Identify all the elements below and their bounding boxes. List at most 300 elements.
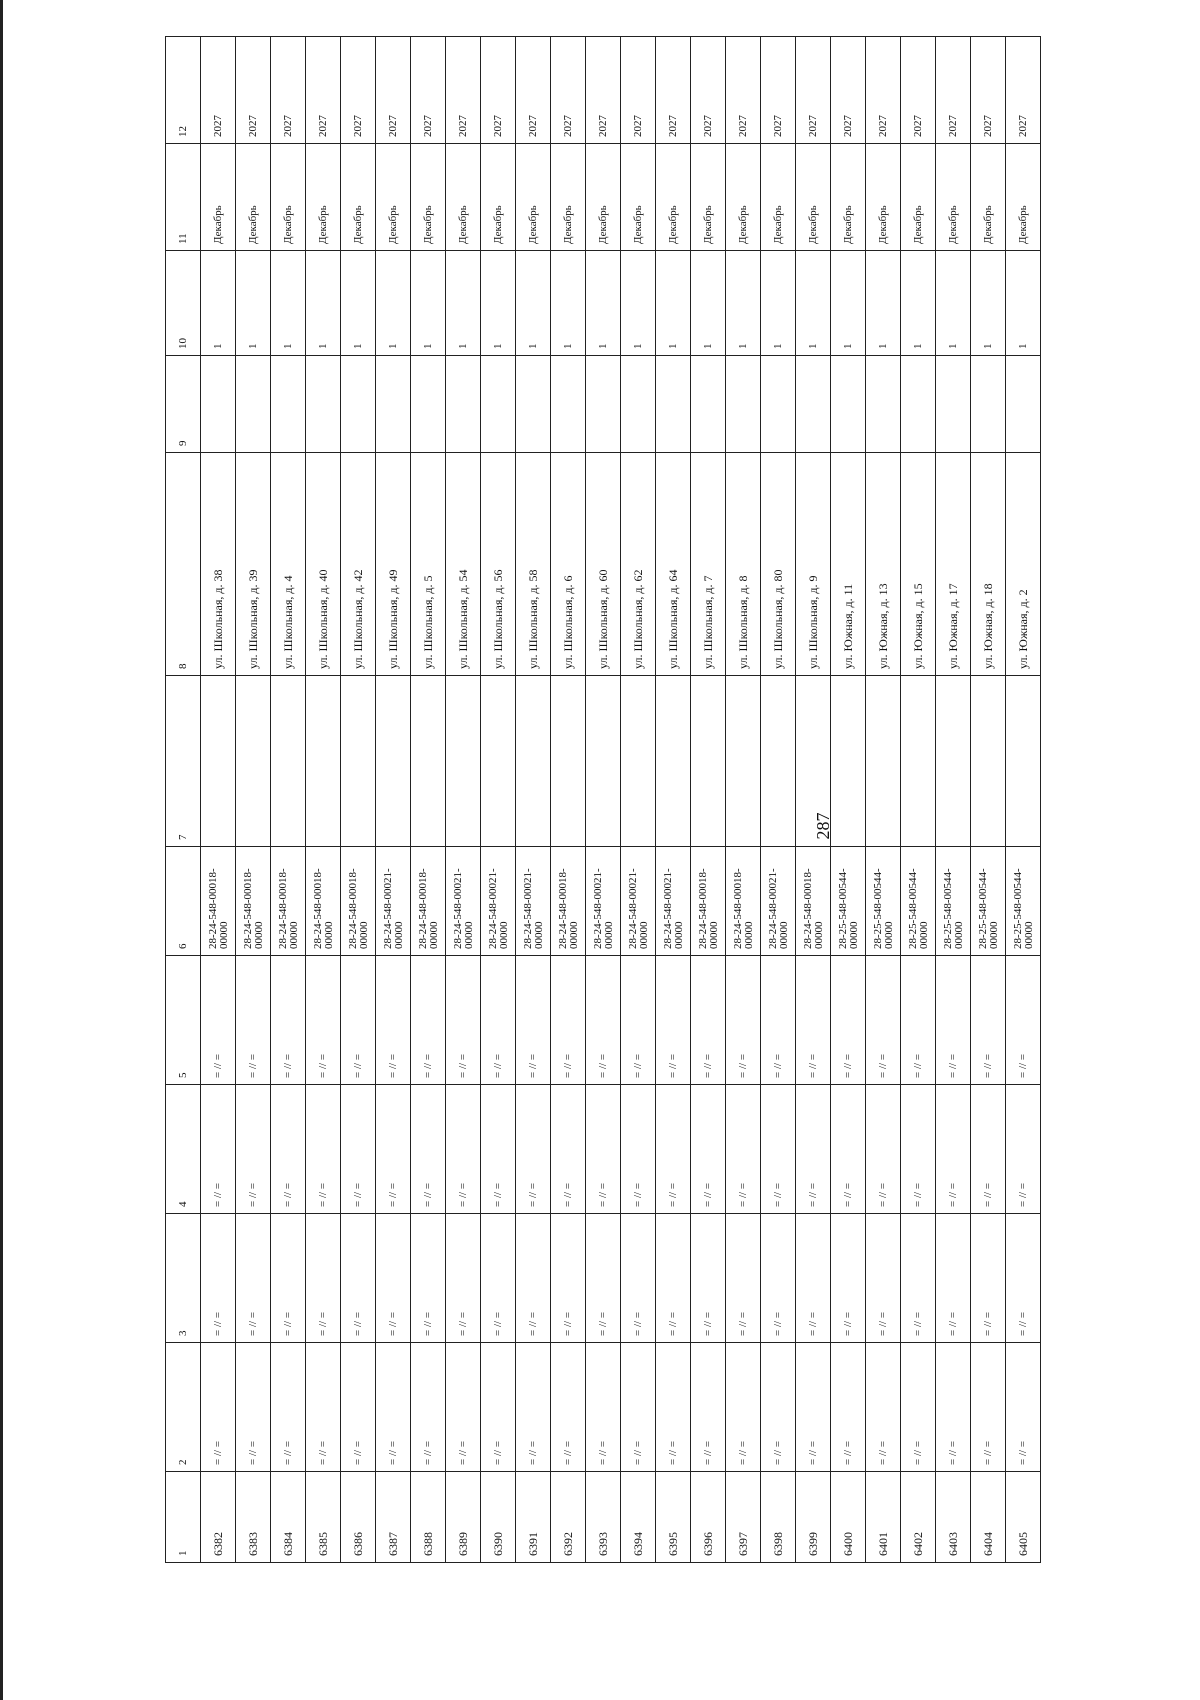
ditto-cell: = // = bbox=[376, 1085, 411, 1214]
ditto-cell: = // = bbox=[621, 1343, 656, 1472]
row-number-cell: 6391 bbox=[516, 1472, 551, 1563]
month-cell: Декабрь bbox=[1006, 144, 1041, 251]
ditto-cell: = // = bbox=[446, 1214, 481, 1343]
oktmo-code-cell: 28-24-548-00018-00000 bbox=[306, 847, 341, 956]
row-number-cell: 6394 bbox=[621, 1472, 656, 1563]
ditto-cell: = // = bbox=[341, 1085, 376, 1214]
ditto-cell: = // = bbox=[411, 956, 446, 1085]
ditto-cell: = // = bbox=[551, 956, 586, 1085]
count-cell: 1 bbox=[516, 251, 551, 356]
ditto-cell: = // = bbox=[936, 956, 971, 1085]
ditto-cell: = // = bbox=[481, 1214, 516, 1343]
oktmo-code-cell: 28-24-548-00021-00000 bbox=[761, 847, 796, 956]
row-number-cell: 6402 bbox=[901, 1472, 936, 1563]
empty-cell bbox=[831, 356, 866, 453]
ditto-cell: = // = bbox=[586, 1343, 621, 1472]
empty-cell bbox=[796, 676, 831, 847]
year-cell: 2027 bbox=[376, 37, 411, 144]
row-number-cell: 6388 bbox=[411, 1472, 446, 1563]
empty-cell bbox=[586, 676, 621, 847]
table-row bbox=[481, 37, 516, 1563]
ditto-cell: = // = bbox=[271, 1214, 306, 1343]
column-header: 9 bbox=[166, 356, 201, 453]
empty-cell bbox=[551, 676, 586, 847]
ditto-cell: = // = bbox=[271, 956, 306, 1085]
ditto-cell: = // = bbox=[761, 1343, 796, 1472]
month-cell: Декабрь bbox=[446, 144, 481, 251]
empty-cell bbox=[691, 356, 726, 453]
empty-cell bbox=[1006, 356, 1041, 453]
column-header: 8 bbox=[166, 453, 201, 676]
empty-cell bbox=[936, 356, 971, 453]
column-header: 1 bbox=[166, 1472, 201, 1563]
ditto-cell: = // = bbox=[341, 1343, 376, 1472]
address-cell: ул. Школьная, д. 56 bbox=[481, 453, 516, 676]
ditto-cell: = // = bbox=[726, 1085, 761, 1214]
empty-cell bbox=[656, 356, 691, 453]
oktmo-code-cell: 28-24-548-00021-00000 bbox=[481, 847, 516, 956]
column-header: 7 bbox=[166, 676, 201, 847]
table-row bbox=[621, 37, 656, 1563]
year-cell: 2027 bbox=[411, 37, 446, 144]
empty-cell bbox=[901, 676, 936, 847]
address-cell: ул. Южная, д. 17 bbox=[936, 453, 971, 676]
table-row bbox=[516, 37, 551, 1563]
ditto-cell: = // = bbox=[236, 1343, 271, 1472]
address-cell: ул. Школьная, д. 62 bbox=[621, 453, 656, 676]
ditto-cell: = // = bbox=[761, 1214, 796, 1343]
ditto-cell: = // = bbox=[621, 956, 656, 1085]
year-cell: 2027 bbox=[796, 37, 831, 144]
ditto-cell: = // = bbox=[516, 1214, 551, 1343]
empty-cell bbox=[376, 356, 411, 453]
table-body bbox=[201, 37, 1041, 1563]
oktmo-code-cell: 28-25-548-00544-00000 bbox=[901, 847, 936, 956]
year-cell: 2027 bbox=[621, 37, 656, 144]
ditto-cell: = // = bbox=[866, 1343, 901, 1472]
ditto-cell: = // = bbox=[971, 1343, 1006, 1472]
address-cell: ул. Школьная, д. 60 bbox=[586, 453, 621, 676]
empty-cell bbox=[901, 356, 936, 453]
ditto-cell: = // = bbox=[901, 1085, 936, 1214]
register-table-container bbox=[165, 115, 1035, 1563]
row-number-cell: 6405 bbox=[1006, 1472, 1041, 1563]
oktmo-code-cell: 28-25-548-00544-00000 bbox=[971, 847, 1006, 956]
row-number-cell: 6389 bbox=[446, 1472, 481, 1563]
month-cell: Декабрь bbox=[306, 144, 341, 251]
empty-cell bbox=[621, 676, 656, 847]
oktmo-code-cell: 28-24-548-00018-00000 bbox=[201, 847, 236, 956]
oktmo-code-cell: 28-24-548-00021-00000 bbox=[621, 847, 656, 956]
table-row bbox=[586, 37, 621, 1563]
ditto-cell: = // = bbox=[796, 1085, 831, 1214]
scan-left-edge bbox=[0, 0, 3, 1700]
ditto-cell: = // = bbox=[726, 1343, 761, 1472]
empty-cell bbox=[376, 676, 411, 847]
ditto-cell: = // = bbox=[691, 956, 726, 1085]
empty-cell bbox=[691, 676, 726, 847]
ditto-cell: = // = bbox=[1006, 1214, 1041, 1343]
ditto-cell: = // = bbox=[901, 956, 936, 1085]
ditto-cell: = // = bbox=[971, 1085, 1006, 1214]
month-cell: Декабрь bbox=[621, 144, 656, 251]
month-cell: Декабрь bbox=[271, 144, 306, 251]
table-row bbox=[971, 37, 1006, 1563]
empty-cell bbox=[1006, 676, 1041, 847]
year-cell: 2027 bbox=[656, 37, 691, 144]
month-cell: Декабрь bbox=[411, 144, 446, 251]
count-cell: 1 bbox=[1006, 251, 1041, 356]
count-cell: 1 bbox=[201, 251, 236, 356]
month-cell: Декабрь bbox=[376, 144, 411, 251]
year-cell: 2027 bbox=[971, 37, 1006, 144]
ditto-cell: = // = bbox=[1006, 956, 1041, 1085]
ditto-cell: = // = bbox=[201, 956, 236, 1085]
address-cell: ул. Школьная, д. 54 bbox=[446, 453, 481, 676]
table-row bbox=[761, 37, 796, 1563]
year-cell: 2027 bbox=[551, 37, 586, 144]
month-cell: Декабрь bbox=[761, 144, 796, 251]
month-cell: Декабрь bbox=[551, 144, 586, 251]
ditto-cell: = // = bbox=[411, 1214, 446, 1343]
address-cell: ул. Школьная, д. 6 bbox=[551, 453, 586, 676]
table-header-row bbox=[166, 37, 201, 1563]
oktmo-code-cell: 28-24-548-00021-00000 bbox=[516, 847, 551, 956]
row-number-cell: 6382 bbox=[201, 1472, 236, 1563]
row-number-cell: 6398 bbox=[761, 1472, 796, 1563]
ditto-cell: = // = bbox=[971, 956, 1006, 1085]
oktmo-code-cell: 28-24-548-00018-00000 bbox=[691, 847, 726, 956]
empty-cell bbox=[271, 676, 306, 847]
row-number-cell: 6383 bbox=[236, 1472, 271, 1563]
ditto-cell: = // = bbox=[481, 956, 516, 1085]
oktmo-code-cell: 28-24-548-00021-00000 bbox=[656, 847, 691, 956]
month-cell: Декабрь bbox=[726, 144, 761, 251]
table-row bbox=[306, 37, 341, 1563]
empty-cell bbox=[411, 356, 446, 453]
ditto-cell: = // = bbox=[796, 956, 831, 1085]
month-cell: Декабрь bbox=[691, 144, 726, 251]
empty-cell bbox=[201, 356, 236, 453]
ditto-cell: = // = bbox=[306, 1343, 341, 1472]
ditto-cell: = // = bbox=[831, 956, 866, 1085]
address-cell: ул. Южная, д. 15 bbox=[901, 453, 936, 676]
row-number-cell: 6393 bbox=[586, 1472, 621, 1563]
ditto-cell: = // = bbox=[726, 1214, 761, 1343]
ditto-cell: = // = bbox=[376, 1214, 411, 1343]
oktmo-code-cell: 28-24-548-00021-00000 bbox=[586, 847, 621, 956]
empty-cell bbox=[726, 676, 761, 847]
address-cell: ул. Школьная, д. 7 bbox=[691, 453, 726, 676]
ditto-cell: = // = bbox=[621, 1214, 656, 1343]
column-header: 10 bbox=[166, 251, 201, 356]
row-number-cell: 6403 bbox=[936, 1472, 971, 1563]
month-cell: Декабрь bbox=[236, 144, 271, 251]
month-cell: Декабрь bbox=[516, 144, 551, 251]
address-cell: ул. Южная, д. 18 bbox=[971, 453, 1006, 676]
table-row bbox=[866, 37, 901, 1563]
address-cell: ул. Школьная, д. 5 bbox=[411, 453, 446, 676]
oktmo-code-cell: 28-25-548-00544-00000 bbox=[1006, 847, 1041, 956]
ditto-cell: = // = bbox=[831, 1343, 866, 1472]
year-cell: 2027 bbox=[691, 37, 726, 144]
year-cell: 2027 bbox=[516, 37, 551, 144]
empty-cell bbox=[341, 356, 376, 453]
column-header: 5 bbox=[166, 956, 201, 1085]
empty-cell bbox=[866, 356, 901, 453]
empty-cell bbox=[411, 676, 446, 847]
empty-cell bbox=[621, 356, 656, 453]
month-cell: Декабрь bbox=[341, 144, 376, 251]
table-row bbox=[341, 37, 376, 1563]
count-cell: 1 bbox=[446, 251, 481, 356]
empty-cell bbox=[516, 676, 551, 847]
table-row bbox=[726, 37, 761, 1563]
ditto-cell: = // = bbox=[936, 1085, 971, 1214]
empty-cell bbox=[481, 676, 516, 847]
count-cell: 1 bbox=[411, 251, 446, 356]
month-cell: Декабрь bbox=[936, 144, 971, 251]
month-cell: Декабрь bbox=[971, 144, 1006, 251]
ditto-cell: = // = bbox=[866, 1085, 901, 1214]
ditto-cell: = // = bbox=[551, 1214, 586, 1343]
ditto-cell: = // = bbox=[236, 1214, 271, 1343]
ditto-cell: = // = bbox=[271, 1343, 306, 1472]
count-cell: 1 bbox=[306, 251, 341, 356]
empty-cell bbox=[971, 356, 1006, 453]
count-cell: 1 bbox=[341, 251, 376, 356]
ditto-cell: = // = bbox=[481, 1343, 516, 1472]
table-row bbox=[236, 37, 271, 1563]
year-cell: 2027 bbox=[271, 37, 306, 144]
ditto-cell: = // = bbox=[761, 956, 796, 1085]
oktmo-code-cell: 28-24-548-00018-00000 bbox=[796, 847, 831, 956]
ditto-cell: = // = bbox=[411, 1343, 446, 1472]
address-cell: ул. Школьная, д. 64 bbox=[656, 453, 691, 676]
month-cell: Декабрь bbox=[866, 144, 901, 251]
ditto-cell: = // = bbox=[936, 1214, 971, 1343]
oktmo-code-cell: 28-24-548-00018-00000 bbox=[726, 847, 761, 956]
month-cell: Декабрь bbox=[481, 144, 516, 251]
count-cell: 1 bbox=[691, 251, 726, 356]
year-cell: 2027 bbox=[201, 37, 236, 144]
ditto-cell: = // = bbox=[1006, 1085, 1041, 1214]
ditto-cell: = // = bbox=[586, 1085, 621, 1214]
ditto-cell: = // = bbox=[481, 1085, 516, 1214]
column-header: 3 bbox=[166, 1214, 201, 1343]
year-cell: 2027 bbox=[1006, 37, 1041, 144]
oktmo-code-cell: 28-24-548-00018-00000 bbox=[411, 847, 446, 956]
address-cell: ул. Школьная, д. 8 bbox=[726, 453, 761, 676]
year-cell: 2027 bbox=[866, 37, 901, 144]
row-number-cell: 6385 bbox=[306, 1472, 341, 1563]
ditto-cell: = // = bbox=[236, 956, 271, 1085]
ditto-cell: = // = bbox=[516, 956, 551, 1085]
count-cell: 1 bbox=[761, 251, 796, 356]
ditto-cell: = // = bbox=[796, 1214, 831, 1343]
empty-cell bbox=[656, 676, 691, 847]
month-cell: Декабрь bbox=[656, 144, 691, 251]
year-cell: 2027 bbox=[481, 37, 516, 144]
ditto-cell: = // = bbox=[691, 1343, 726, 1472]
empty-cell bbox=[796, 356, 831, 453]
ditto-cell: = // = bbox=[551, 1343, 586, 1472]
ditto-cell: = // = bbox=[586, 1214, 621, 1343]
ditto-cell: = // = bbox=[306, 1085, 341, 1214]
ditto-cell: = // = bbox=[516, 1343, 551, 1472]
year-cell: 2027 bbox=[341, 37, 376, 144]
ditto-cell: = // = bbox=[621, 1085, 656, 1214]
empty-cell bbox=[866, 676, 901, 847]
year-cell: 2027 bbox=[306, 37, 341, 144]
year-cell: 2027 bbox=[901, 37, 936, 144]
table-row bbox=[551, 37, 586, 1563]
address-cell: ул. Школьная, д. 40 bbox=[306, 453, 341, 676]
count-cell: 1 bbox=[481, 251, 516, 356]
oktmo-code-cell: 28-25-548-00544-00000 bbox=[831, 847, 866, 956]
table-row bbox=[831, 37, 866, 1563]
row-number-cell: 6384 bbox=[271, 1472, 306, 1563]
ditto-cell: = // = bbox=[656, 1085, 691, 1214]
address-cell: ул. Школьная, д. 4 bbox=[271, 453, 306, 676]
count-cell: 1 bbox=[271, 251, 306, 356]
year-cell: 2027 bbox=[761, 37, 796, 144]
year-cell: 2027 bbox=[831, 37, 866, 144]
empty-cell bbox=[516, 356, 551, 453]
table-row bbox=[271, 37, 306, 1563]
ditto-cell: = // = bbox=[656, 1214, 691, 1343]
count-cell: 1 bbox=[796, 251, 831, 356]
oktmo-code-cell: 28-24-548-00018-00000 bbox=[271, 847, 306, 956]
year-cell: 2027 bbox=[936, 37, 971, 144]
year-cell: 2027 bbox=[586, 37, 621, 144]
empty-cell bbox=[971, 676, 1006, 847]
ditto-cell: = // = bbox=[201, 1343, 236, 1472]
empty-cell bbox=[236, 356, 271, 453]
row-number-cell: 6400 bbox=[831, 1472, 866, 1563]
row-number-cell: 6401 bbox=[866, 1472, 901, 1563]
oktmo-code-cell: 28-24-548-00018-00000 bbox=[341, 847, 376, 956]
address-cell: ул. Школьная, д. 9 bbox=[796, 453, 831, 676]
empty-cell bbox=[481, 356, 516, 453]
ditto-cell: = // = bbox=[376, 1343, 411, 1472]
count-cell: 1 bbox=[376, 251, 411, 356]
table-row bbox=[376, 37, 411, 1563]
month-cell: Декабрь bbox=[831, 144, 866, 251]
year-cell: 2027 bbox=[236, 37, 271, 144]
column-header: 4 bbox=[166, 1085, 201, 1214]
empty-cell bbox=[201, 676, 236, 847]
row-number-cell: 6386 bbox=[341, 1472, 376, 1563]
ditto-cell: = // = bbox=[271, 1085, 306, 1214]
page-number: 287 bbox=[813, 812, 833, 840]
month-cell: Декабрь bbox=[796, 144, 831, 251]
count-cell: 1 bbox=[551, 251, 586, 356]
ditto-cell: = // = bbox=[796, 1343, 831, 1472]
oktmo-code-cell: 28-24-548-00021-00000 bbox=[446, 847, 481, 956]
count-cell: 1 bbox=[726, 251, 761, 356]
month-cell: Декабрь bbox=[901, 144, 936, 251]
ditto-cell: = // = bbox=[691, 1085, 726, 1214]
empty-cell bbox=[761, 356, 796, 453]
empty-cell bbox=[271, 356, 306, 453]
register-table bbox=[165, 36, 1041, 1563]
ditto-cell: = // = bbox=[306, 1214, 341, 1343]
ditto-cell: = // = bbox=[831, 1085, 866, 1214]
empty-cell bbox=[341, 676, 376, 847]
table-row bbox=[1006, 37, 1041, 1563]
address-cell: ул. Южная, д. 2 bbox=[1006, 453, 1041, 676]
ditto-cell: = // = bbox=[446, 1343, 481, 1472]
ditto-cell: = // = bbox=[516, 1085, 551, 1214]
empty-cell bbox=[446, 676, 481, 847]
empty-cell bbox=[831, 676, 866, 847]
count-cell: 1 bbox=[656, 251, 691, 356]
ditto-cell: = // = bbox=[201, 1085, 236, 1214]
row-number-cell: 6399 bbox=[796, 1472, 831, 1563]
ditto-cell: = // = bbox=[1006, 1343, 1041, 1472]
row-number-cell: 6396 bbox=[691, 1472, 726, 1563]
address-cell: ул. Южная, д. 13 bbox=[866, 453, 901, 676]
column-header: 2 bbox=[166, 1343, 201, 1472]
oktmo-code-cell: 28-24-548-00018-00000 bbox=[236, 847, 271, 956]
ditto-cell: = // = bbox=[446, 956, 481, 1085]
ditto-cell: = // = bbox=[201, 1214, 236, 1343]
month-cell: Декабрь bbox=[586, 144, 621, 251]
ditto-cell: = // = bbox=[656, 956, 691, 1085]
ditto-cell: = // = bbox=[411, 1085, 446, 1214]
table-row bbox=[796, 37, 831, 1563]
address-cell: ул. Школьная, д. 39 bbox=[236, 453, 271, 676]
ditto-cell: = // = bbox=[446, 1085, 481, 1214]
table-row bbox=[446, 37, 481, 1563]
table-row bbox=[656, 37, 691, 1563]
row-number-cell: 6397 bbox=[726, 1472, 761, 1563]
ditto-cell: = // = bbox=[551, 1085, 586, 1214]
table-row bbox=[691, 37, 726, 1563]
column-header: 11 bbox=[166, 144, 201, 251]
empty-cell bbox=[551, 356, 586, 453]
empty-cell bbox=[726, 356, 761, 453]
ditto-cell: = // = bbox=[236, 1085, 271, 1214]
address-cell: ул. Школьная, д. 80 bbox=[761, 453, 796, 676]
table-row bbox=[201, 37, 236, 1563]
address-cell: ул. Школьная, д. 49 bbox=[376, 453, 411, 676]
column-header: 12 bbox=[166, 37, 201, 144]
empty-cell bbox=[306, 356, 341, 453]
ditto-cell: = // = bbox=[341, 1214, 376, 1343]
ditto-cell: = // = bbox=[901, 1214, 936, 1343]
table-row bbox=[901, 37, 936, 1563]
ditto-cell: = // = bbox=[586, 956, 621, 1085]
count-cell: 1 bbox=[586, 251, 621, 356]
ditto-cell: = // = bbox=[901, 1343, 936, 1472]
ditto-cell: = // = bbox=[306, 956, 341, 1085]
ditto-cell: = // = bbox=[726, 956, 761, 1085]
ditto-cell: = // = bbox=[761, 1085, 796, 1214]
empty-cell bbox=[306, 676, 341, 847]
row-number-cell: 6387 bbox=[376, 1472, 411, 1563]
address-cell: ул. Школьная, д. 42 bbox=[341, 453, 376, 676]
count-cell: 1 bbox=[971, 251, 1006, 356]
ditto-cell: = // = bbox=[656, 1343, 691, 1472]
ditto-cell: = // = bbox=[831, 1214, 866, 1343]
oktmo-code-cell: 28-25-548-00544-00000 bbox=[866, 847, 901, 956]
row-number-cell: 6395 bbox=[656, 1472, 691, 1563]
year-cell: 2027 bbox=[726, 37, 761, 144]
address-cell: ул. Южная, д. 11 bbox=[831, 453, 866, 676]
address-cell: ул. Школьная, д. 58 bbox=[516, 453, 551, 676]
